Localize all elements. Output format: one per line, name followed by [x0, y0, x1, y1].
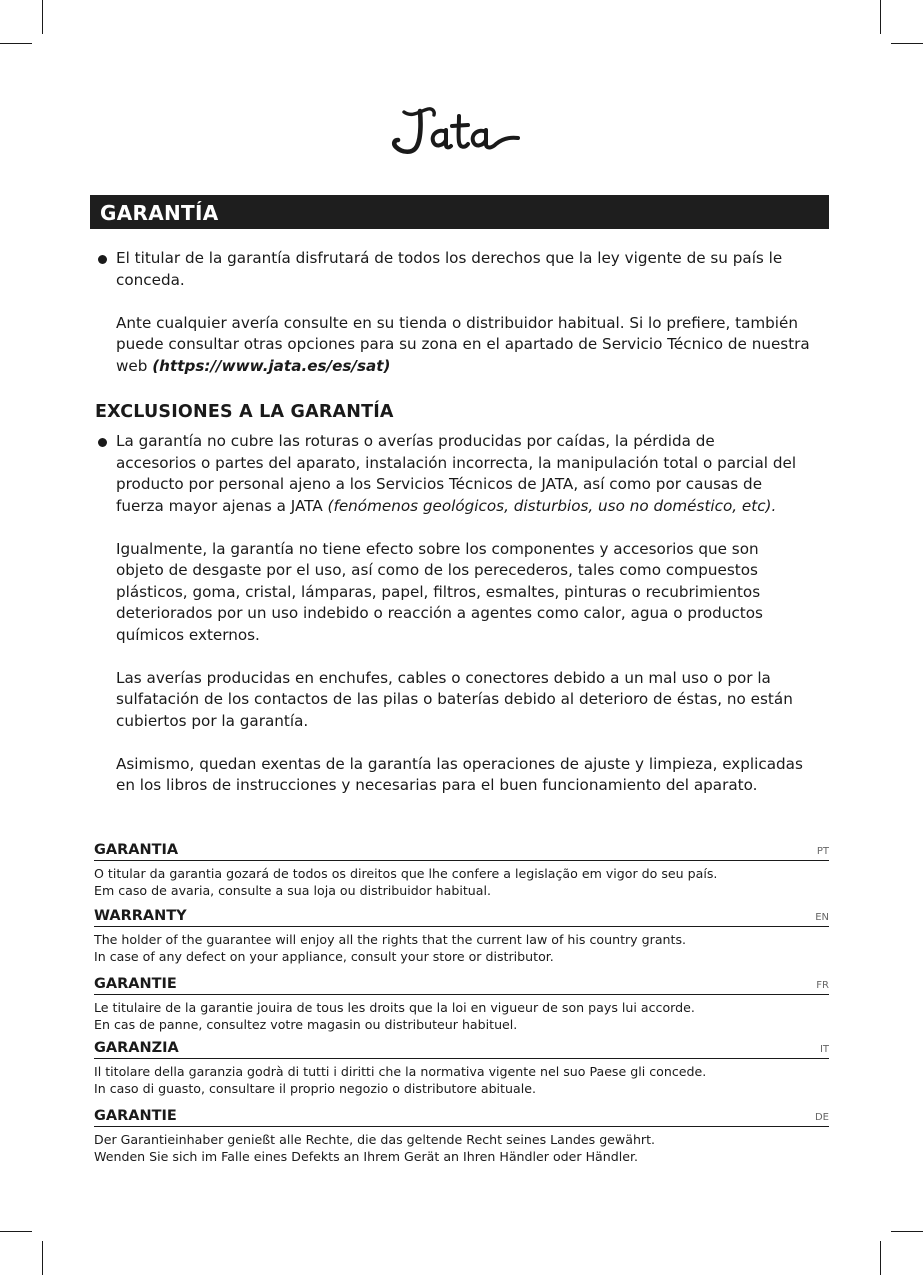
paragraph-line: Asimismo, quedan exentas de la garantía las operaciones de ajuste y limpieza, explicadas	[116, 754, 803, 773]
paragraph-italic: (fenómenos geológicos, disturbios, uso no doméstico, etc).	[327, 496, 777, 515]
sat-link[interactable]: (https://www.jata.es/es/sat)	[152, 356, 391, 375]
bullet-dot	[98, 255, 107, 264]
language-line: O titular da garantia gozará de todos os direitos que lhe confere a legislação em vigor do seu país.	[94, 866, 718, 881]
language-line: En cas de panne, consultez votre magasin ou distributeur habituel.	[94, 1016, 518, 1032]
paragraph-line: Igualmente, la garantía no tiene efecto sobre los componentes y accesorios que son	[116, 539, 759, 558]
paragraph-line: conceda.	[116, 270, 185, 289]
language-line: Em caso de avaria, consulte a sua loja ou distribuidor habitual.	[94, 882, 491, 898]
language-header	[94, 1107, 829, 1127]
language-title: WARRANTY	[94, 908, 187, 924]
paragraph-text: fuerza mayor ajenas a JATA	[116, 496, 328, 515]
paragraph-line: sulfatación de los contactos de las pilas o baterías debido al deterioro de éstas, no están	[116, 690, 793, 708]
language-line: In caso di guasto, consultare il proprio negozio o distributore abituale.	[94, 1080, 536, 1096]
language-title: GARANZIA	[94, 1040, 179, 1056]
paragraph-line	[116, 496, 836, 518]
web-label: web	[116, 356, 153, 375]
paragraph-line: en los libros de instrucciones y necesarias para el buen funcionamiento del aparato.	[116, 776, 758, 794]
crop-mark	[880, 1241, 881, 1275]
language-title: GARANTIE	[94, 1108, 177, 1124]
language-section-it	[94, 1039, 829, 1097]
language-header	[94, 841, 829, 861]
language-code: DE	[814, 1112, 829, 1123]
exclusions-bullet	[96, 431, 836, 797]
paragraph-line: químicos externos.	[116, 625, 260, 644]
paragraph-line: plásticos, goma, cristal, lámparas, papel, filtros, esmaltes, pinturas o recubrimientos	[116, 582, 761, 601]
paragraph-line: objeto de desgaste por el uso, así como de los perecederos, tales como compuestos	[116, 561, 758, 579]
bullet-dot	[98, 438, 107, 447]
language-header	[94, 1039, 829, 1059]
paragraph-line: El titular de la garantía disfrutará de todos los derechos que la ley vigente de su país le	[116, 249, 783, 267]
language-text	[94, 1064, 829, 1097]
crop-mark	[0, 43, 32, 44]
language-text	[94, 866, 829, 899]
language-code: IT	[819, 1044, 829, 1055]
language-line: Le titulaire de la garantie jouira de tous les droits que la loi en vigueur de son pays lui accorde.	[94, 1000, 695, 1015]
language-section-pt	[94, 841, 829, 899]
language-line: Wenden Sie sich im Falle eines Defekts an Ihrem Gerät an Ihren Händler oder Händler.	[94, 1148, 639, 1164]
crop-mark	[891, 1231, 923, 1232]
language-line: Il titolare della garanzia godrà di tutti i diritti che la normativa vigente nel suo Paese gli concede.	[94, 1064, 707, 1079]
language-code: FR	[816, 980, 829, 991]
garantia-title: GARANTÍA	[100, 201, 219, 225]
paragraph-line	[116, 356, 836, 378]
exclusions-body	[96, 431, 836, 797]
language-section-fr	[94, 975, 829, 1033]
language-header	[94, 907, 829, 927]
language-line: In case of any defect on your appliance, consult your store or distributor.	[94, 948, 554, 964]
language-text	[94, 1000, 829, 1033]
language-title: GARANTIE	[94, 976, 177, 992]
paragraph-line: La garantía no cubre las roturas o averías producidas por caídas, la pérdida de	[116, 432, 715, 450]
language-text	[94, 932, 829, 965]
garantia-bullet	[96, 248, 836, 377]
jata-logo	[390, 102, 526, 162]
crop-mark	[42, 0, 43, 34]
language-title: GARANTIA	[94, 842, 179, 858]
paragraph-line: Ante cualquier avería consulte en su tienda o distribuidor habitual. Si lo prefiere, también	[116, 313, 798, 332]
garantia-body	[96, 248, 836, 377]
language-code: PT	[816, 846, 829, 857]
crop-mark	[891, 43, 923, 44]
exclusions-title: EXCLUSIONES A LA GARANTÍA	[95, 402, 394, 422]
jata-logo-mark	[390, 102, 526, 162]
language-line: Der Garantieinhaber genießt alle Rechte, die das geltende Recht seines Landes gewährt.	[94, 1132, 656, 1147]
language-text	[94, 1132, 829, 1165]
crop-mark	[0, 1231, 32, 1232]
paragraph-line: Las averías producidas en enchufes, cables o conectores debido a un mal uso o por la	[116, 668, 771, 687]
paragraph-line: producto por personal ajeno a los Servicios Técnicos de JATA, así como por causas de	[116, 475, 763, 493]
language-section-de	[94, 1107, 829, 1165]
garantia-title-bar	[90, 195, 829, 229]
crop-mark	[42, 1241, 43, 1275]
language-section-en	[94, 907, 829, 965]
paragraph-line: puede consultar otras opciones para su zona en el apartado de Servicio Técnico de nuestra	[116, 335, 810, 353]
language-line: The holder of the guarantee will enjoy all the rights that the current law of his country grants.	[94, 932, 687, 947]
language-code: EN	[815, 912, 829, 923]
language-header	[94, 975, 829, 995]
crop-mark	[880, 0, 881, 34]
paragraph-line: deteriorados por un uso indebido o reacción a agentes como calor, agua o productos	[116, 604, 763, 622]
paragraph-line: accesorios o partes del aparato, instalación incorrecta, la manipulación total o parcial del	[116, 453, 797, 472]
paragraph-line: cubiertos por la garantía.	[116, 711, 309, 730]
